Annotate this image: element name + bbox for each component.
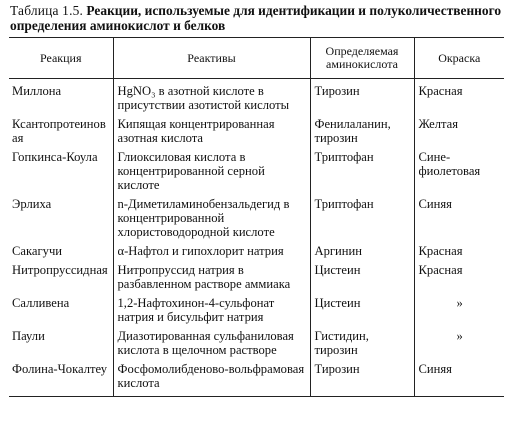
color-cell: Красная [414, 258, 504, 291]
reagents-cell: Диазотированная сульфаниловая кислота в щелочном растворе [113, 324, 310, 357]
ditto-mark: » [456, 329, 463, 343]
color-cell: Синяя [414, 192, 504, 239]
table-row [9, 79, 504, 113]
col-header-color: Окраска [414, 38, 504, 79]
caption-title: Реакции, используемые для идентификации и полуколичественного определения аминокислот и белков [10, 3, 502, 33]
table-header-row [9, 38, 504, 79]
color-cell: Красная [414, 239, 504, 258]
amino-acid-cell: Гистидин, тирозин [310, 324, 414, 357]
col-header-amino-acid: Определяемая аминокислота [310, 38, 414, 79]
reaction-cell: Ксантопротеиновая [12, 117, 106, 145]
reactions-table [9, 37, 504, 397]
reagents-cell: α-Нафтол и гипохлорит натрия [113, 239, 310, 258]
amino-acid-cell: Фенилаланин, тирозин [310, 112, 414, 145]
reagents-cell: n-Диметиламинобензальдегид в концентрированной хлористоводородной кислоте [113, 192, 310, 239]
amino-acid-cell: Тирозин [310, 79, 414, 113]
table-row [9, 291, 504, 324]
reagents-cell: Глиоксиловая кислота в концентрированной серной кислоте [113, 145, 310, 192]
table-row [9, 258, 504, 291]
color-cell [414, 291, 504, 324]
reagents-cell: 1,2-Нафтохинон-4-сульфонат натрия и бисульфит натрия [113, 291, 310, 324]
amino-acid-cell: Триптофан [310, 145, 414, 192]
color-cell: Красная [414, 79, 504, 113]
reaction-cell: Гопкинса-Коула [12, 150, 98, 164]
reagents-cell: Фосфомолибденово-вольфрамовая кислота [113, 357, 310, 397]
amino-acid-cell: Цистеин [310, 258, 414, 291]
reaction-cell: Фолина-Чокалтеу [9, 357, 113, 397]
reaction-cell: Паули [12, 329, 45, 343]
reagents-cell: Кипящая концентрированная азотная кислота [113, 112, 310, 145]
color-cell: Сине-фиолетовая [414, 145, 504, 192]
reaction-cell: Нитропруссидная [12, 263, 108, 277]
reaction-cell: Сакагучи [12, 244, 63, 258]
reaction-cell: Салливена [12, 296, 70, 310]
caption-label: Таблица 1.5. [10, 3, 84, 18]
col-header-reaction: Реакция [9, 38, 113, 79]
amino-acid-cell: Триптофан [310, 192, 414, 239]
amino-acid-cell: Тирозин [310, 357, 414, 397]
table-row [9, 145, 504, 192]
amino-acid-cell: Аргинин [310, 239, 414, 258]
reagents-cell: HgNO₃ в азотной кислоте в присутствии азотистой кислоты [113, 79, 310, 113]
reaction-cell: Эрлиха [12, 197, 52, 211]
color-cell [414, 324, 504, 357]
ditto-mark: » [456, 296, 463, 310]
amino-acid-cell: Цистеин [310, 291, 414, 324]
table-row [9, 324, 504, 357]
color-cell: Синяя [414, 357, 504, 397]
table-row [9, 192, 504, 239]
col-header-reagents: Реактивы [113, 38, 310, 79]
table-row [9, 357, 504, 397]
reagents-cell: Нитропруссид натрия в разбавленном растворе аммиака [113, 258, 310, 291]
reaction-cell: Миллона [12, 84, 62, 98]
table-caption [10, 3, 506, 33]
color-cell: Желтая [414, 112, 504, 145]
table-row [9, 112, 504, 145]
table-row [9, 239, 504, 258]
